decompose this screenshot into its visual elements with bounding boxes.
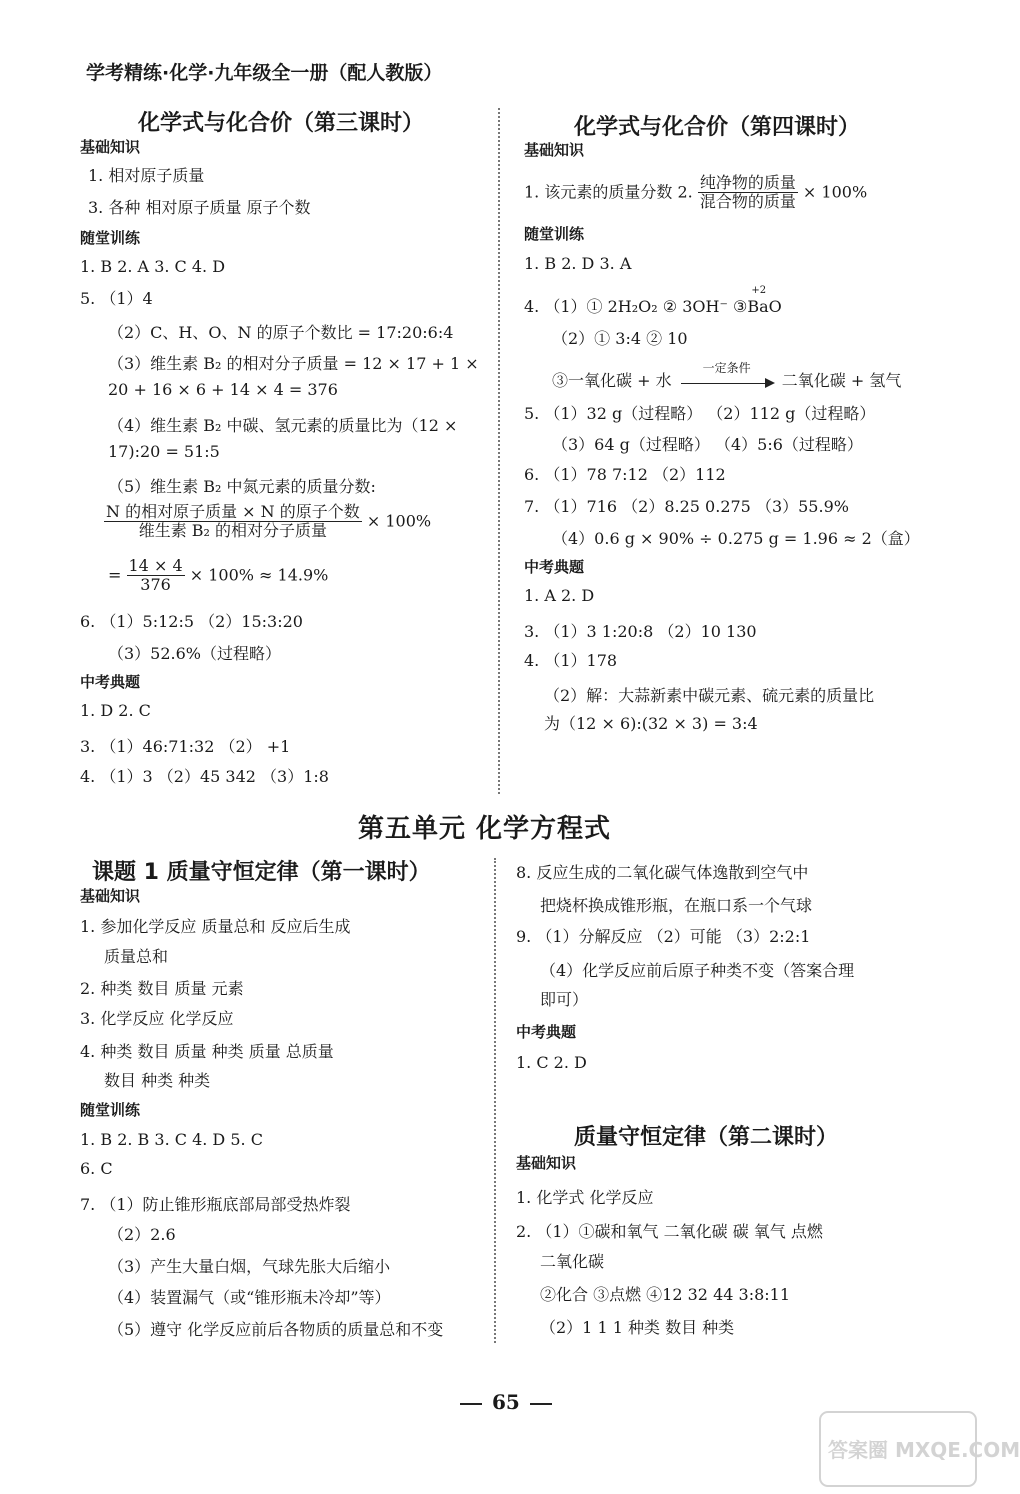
- formula-text: BaO: [747, 297, 782, 316]
- fraction-numerator: N 的相对原子质量 × N 的原子个数: [106, 502, 360, 521]
- answer-line: 8. 反应生成的二氧化碳气体逸散到空气中: [516, 863, 809, 882]
- reactants: ③一氧化碳 + 水: [552, 371, 672, 390]
- answer-line: 即可）: [540, 990, 589, 1009]
- answer-line: 6. C: [80, 1159, 113, 1178]
- heading-basic-knowledge: 基础知识: [524, 141, 585, 159]
- heading-basic-knowledge: 基础知识: [80, 887, 141, 905]
- fraction-denominator: 376: [140, 575, 171, 595]
- answer-line: 4. （1）178: [524, 651, 618, 670]
- fraction-result: [108, 557, 328, 595]
- heading-class-practice: 随堂训练: [80, 229, 141, 247]
- answer-line: 2. （1）①碳和氧气 二氧化碳 碳 氧气 点燃: [516, 1222, 823, 1241]
- heading-exam-questions: 中考典题: [80, 673, 141, 691]
- answer-line: 为（12 × 6):(32 × 3) = 3:4: [544, 714, 758, 733]
- fraction: [127, 557, 185, 595]
- heading-basic-knowledge: 基础知识: [516, 1154, 577, 1172]
- answer-line: （3）产生大量白烟，气球先胀大后缩小: [108, 1257, 391, 1276]
- answer-line: 6. （1）78 7:12 （2）112: [524, 465, 726, 484]
- fraction-denominator: 混合物的质量: [699, 192, 796, 212]
- heading-class-practice: 随堂训练: [80, 1101, 141, 1119]
- answer-line: （5）维生素 B₂ 中氮元素的质量分数:: [108, 477, 376, 496]
- heading-class-practice: 随堂训练: [524, 225, 585, 243]
- products: 二氧化碳 + 氢气: [781, 371, 902, 390]
- answer-line: 1. 化学式 化学反应: [516, 1188, 654, 1207]
- watermark-logo: [818, 1410, 1020, 1488]
- arrow-head-icon: [765, 378, 775, 388]
- book-header: 学考精练·化学·九年级全一册（配人教版）: [86, 62, 443, 84]
- answer-line: 3. （1）3 1:20:8 （2）10 130: [524, 622, 757, 641]
- dash-left: [460, 1403, 482, 1405]
- arrow-shaft: [681, 383, 769, 384]
- answer-line: 5. （1）4: [80, 289, 153, 308]
- fraction-tail: × 100% ≈ 14.9%: [189, 565, 329, 585]
- answer-line: ②化合 ③点燃 ④12 32 44 3:8:11: [540, 1285, 791, 1304]
- heading-exam-questions: 中考典题: [524, 558, 585, 576]
- answer-line: （2）解：大蒜新素中碳元素、硫元素的质量比: [544, 686, 875, 705]
- answer-line: （4）化学反应前后原子种类不变（答案合理: [540, 961, 855, 980]
- answer-line: （4）0.6 g × 90% ÷ 0.275 g = 1.96 ≈ 2（盒）: [552, 529, 920, 548]
- fraction: [698, 174, 798, 212]
- page-number-text: 65: [492, 1390, 520, 1414]
- answer-line: 3. 各种 相对原子质量 原子个数: [88, 198, 311, 217]
- section-title-lesson2: 质量守恒定律（第二课时）: [574, 1125, 839, 1150]
- answer-line: 17):20 = 51:5: [108, 442, 220, 461]
- answer-line: （3）维生素 B₂ 的相对分子质量 = 12 × 17 + 1 ×: [108, 354, 479, 373]
- answer-line: （2）1 1 1 种类 数目 种类: [540, 1318, 735, 1337]
- section-title-lesson3: 化学式与化合价（第三课时）: [138, 111, 425, 136]
- answer-line: 数目 种类 种类: [104, 1071, 211, 1090]
- answer-line: 1. D 2. C: [80, 701, 151, 720]
- answer-line: 7. （1）防止锥形瓶底部局部受热炸裂: [80, 1195, 351, 1214]
- fraction: [104, 503, 362, 541]
- fraction-numerator: 14 × 4: [128, 556, 183, 575]
- answer-line: （4）装置漏气（或“锥形瓶未冷却”等）: [108, 1288, 391, 1307]
- answer-line-purity: [524, 174, 867, 212]
- answer-line: 1. C 2. D: [516, 1053, 587, 1072]
- answer-line: （2）2.6: [108, 1225, 176, 1244]
- column-divider-top: [498, 108, 500, 794]
- page-number: [450, 1390, 562, 1414]
- answer-line: 1. 参加化学反应 质量总和 反应后生成: [80, 917, 351, 936]
- answer-line: （5）遵守 化学反应前后各物质的质量总和不变: [108, 1320, 444, 1339]
- heading-exam-questions: 中考典题: [516, 1023, 577, 1041]
- unit-title: 第五单元 化学方程式: [358, 814, 612, 844]
- dash-right: [530, 1403, 552, 1405]
- fraction-denominator: 维生素 B₂ 的相对分子质量: [138, 521, 328, 541]
- reaction-condition: 一定条件: [702, 360, 751, 375]
- answer-line: 20 + 16 × 6 + 14 × 4 = 376: [108, 380, 338, 399]
- equals-sign: =: [108, 565, 122, 585]
- answer-line: 二氧化碳: [540, 1252, 605, 1271]
- answer-line: （3）64 g（过程略） （4）5:6（过程略）: [552, 435, 863, 454]
- answer-line: （2）C、H、O、N 的原子个数比 = 17:20:6:4: [108, 323, 454, 342]
- fraction-mass-fraction: [104, 503, 431, 541]
- answer-line: 1. 相对原子质量: [88, 166, 205, 185]
- fraction-tail: × 100%: [802, 182, 868, 202]
- answer-line: 5. （1）32 g（过程略） （2）112 g（过程略）: [524, 404, 876, 423]
- answer-line: 2. 种类 数目 质量 元素: [80, 979, 244, 998]
- answer-line: 3. （1）46:71:32 （2） +1: [80, 737, 291, 756]
- fraction-tail: × 100%: [366, 511, 432, 531]
- answer-line: （4）维生素 B₂ 中碳、氢元素的质量比为（12 ×: [108, 416, 458, 435]
- answer-line: 6. （1）5:12:5 （2）15:3:20: [80, 612, 303, 631]
- answer-line: 把烧杯换成锥形瓶，在瓶口系一个气球: [540, 896, 813, 915]
- watermark-text: 答案圈 MXQE.COM: [828, 1438, 1020, 1462]
- answer-line: 1. B 2. B 3. C 4. D 5. C: [80, 1130, 263, 1149]
- section-title-lesson4: 化学式与化合价（第四课时）: [574, 115, 861, 140]
- answer-text: 4. （1）① 2H₂O₂ ② 3OH⁻ ③: [524, 297, 748, 316]
- reaction-arrow: [677, 360, 777, 391]
- answer-line: （3）52.6%（过程略）: [108, 644, 282, 663]
- answer-line: 质量总和: [104, 947, 169, 966]
- answer-line: 7. （1）716 （2）8.25 0.275 （3）55.9%: [524, 497, 849, 516]
- heading-basic-knowledge: 基础知识: [80, 138, 141, 156]
- section-title-topic1: 课题 1 质量守恒定律（第一课时）: [92, 860, 431, 885]
- column-divider-bottom: [494, 858, 496, 1343]
- fraction-numerator: 纯净物的质量: [699, 173, 796, 192]
- answer-line: 1. B 2. D 3. A: [524, 254, 632, 273]
- reaction-equation: [552, 360, 902, 391]
- answer-line: 9. （1）分解反应 （2）可能 （3）2:2:1: [516, 927, 811, 946]
- answer-text: 1. 该元素的质量分数 2.: [524, 182, 693, 202]
- formula-bao: [747, 285, 782, 316]
- answer-line: （2）① 3:4 ② 10: [552, 329, 688, 348]
- answer-line: 1. A 2. D: [524, 586, 595, 605]
- answer-line: 3. 化学反应 化学反应: [80, 1009, 234, 1028]
- answer-line: 4. （1）3 （2）45 342 （3）1:8: [80, 767, 329, 786]
- answer-line-formulas: [524, 285, 782, 317]
- answer-line: 4. 种类 数目 质量 种类 质量 总质量: [80, 1042, 334, 1061]
- valence-mark: +2: [751, 285, 767, 296]
- answer-line: 1. B 2. A 3. C 4. D: [80, 257, 226, 276]
